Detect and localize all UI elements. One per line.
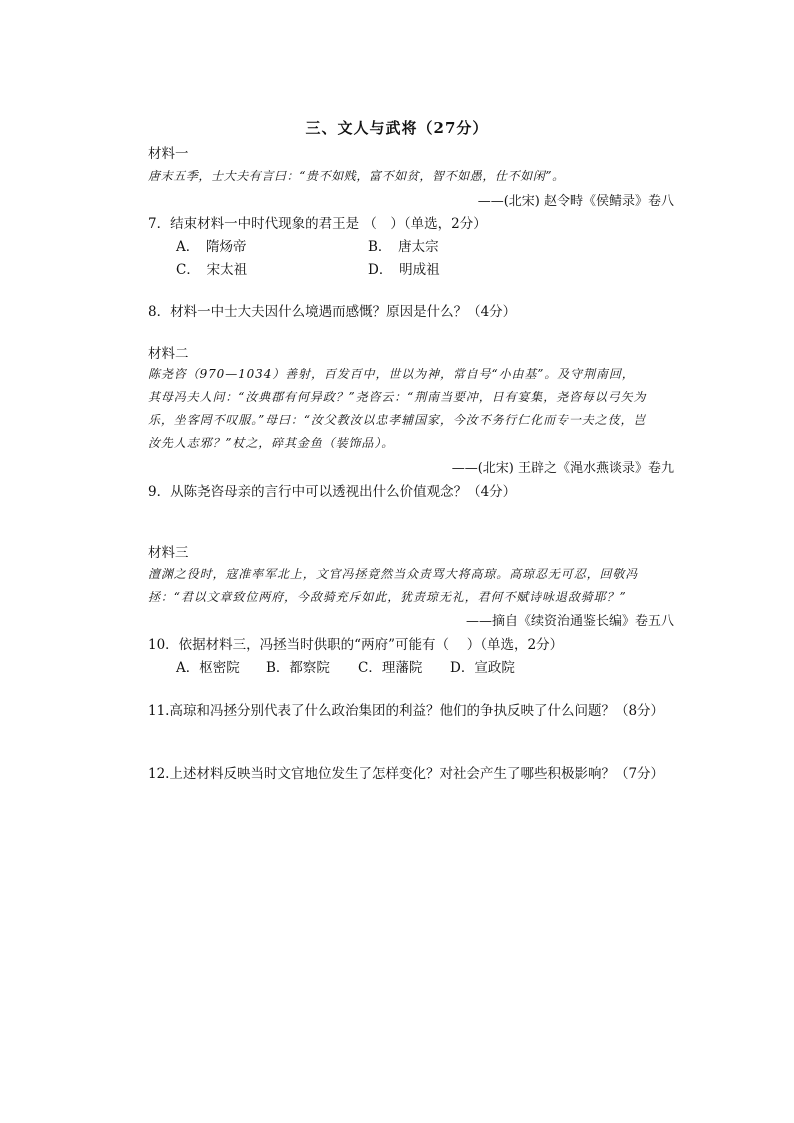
material-1-heading: 材料一	[148, 146, 189, 162]
section-title: 三、文人与武将（27分）	[305, 119, 489, 137]
material-3-source: ——摘自《续资治通鉴长编》卷五八	[465, 614, 674, 629]
question-7: 7．结束材料一中时代现象的君王是 （ ）（单选，2分）	[148, 216, 487, 232]
q10-option-a: A．枢密院	[176, 660, 240, 676]
material-2-line: 乐，坐客罔不叹服。”母曰：“汝父教汝以忠孝辅国家，今汝不务行仁化而专一夫之伎，岂	[148, 413, 647, 427]
question-8: 8．材料一中士大夫因什么境遇而感慨？原因是什么？（4分）	[148, 304, 517, 320]
question-11: 11.高琼和冯拯分别代表了什么政治集团的利益？他们的争执反映了什么问题？（8分）	[148, 703, 665, 719]
material-1-source: ——(北宋) 赵令畤《侯鲭录》卷八	[477, 194, 674, 209]
material-1-text: 唐末五季，士大夫有言曰：“贵不如贱，富不如贫，智不如愚，仕不如闲”。	[148, 169, 565, 183]
material-3-line: 澶渊之役时，寇准率军北上，文官冯拯竟然当众责骂大将高琼。高琼忍无可忍，回敬冯	[148, 567, 639, 581]
question-10: 10．依据材料三，冯拯当时供职的“两府”可能有（ ）（单选，2分）	[148, 637, 564, 653]
question-9: 9．从陈尧咨母亲的言行中可以透视出什么价值观念？（4分）	[148, 484, 517, 500]
q7-option-a: A． 隋炀帝	[176, 239, 247, 255]
q7-option-d: D． 明成祖	[368, 262, 440, 278]
q10-option-b: B．都察院	[266, 660, 330, 676]
material-2-heading: 材料二	[148, 346, 189, 362]
material-3-heading: 材料三	[148, 545, 189, 561]
material-2-line: 其母冯夫人问：“汝典郡有何异政？”尧咨云：“荆南当要冲，日有宴集，尧咨每以弓矢为	[148, 390, 647, 404]
q10-option-c: C．理藩院	[358, 660, 423, 676]
material-2-line: 汝先人志邪？”杖之，碎其金鱼（装饰品）。	[148, 436, 395, 450]
q7-option-b: B． 唐太宗	[368, 239, 439, 255]
material-2-line: 陈尧咨（970—1034）善射，百发百中，世以为神，常自号“小由基”。及守荆南回，	[148, 367, 635, 381]
material-3-line: 拯：“君以文章致位两府，今敌骑充斥如此，犹责琼无礼，君何不赋诗咏退敌骑耶？”	[148, 590, 627, 604]
material-2-source: ——(北宋) 王辟之《渑水燕谈录》卷九	[451, 461, 674, 476]
q7-option-c: C． 宋太祖	[176, 262, 248, 278]
q10-option-d: D．宣政院	[450, 660, 515, 676]
question-12: 12.上述材料反映当时文官地位发生了怎样变化？对社会产生了哪些积极影响？（7分）	[148, 766, 665, 782]
